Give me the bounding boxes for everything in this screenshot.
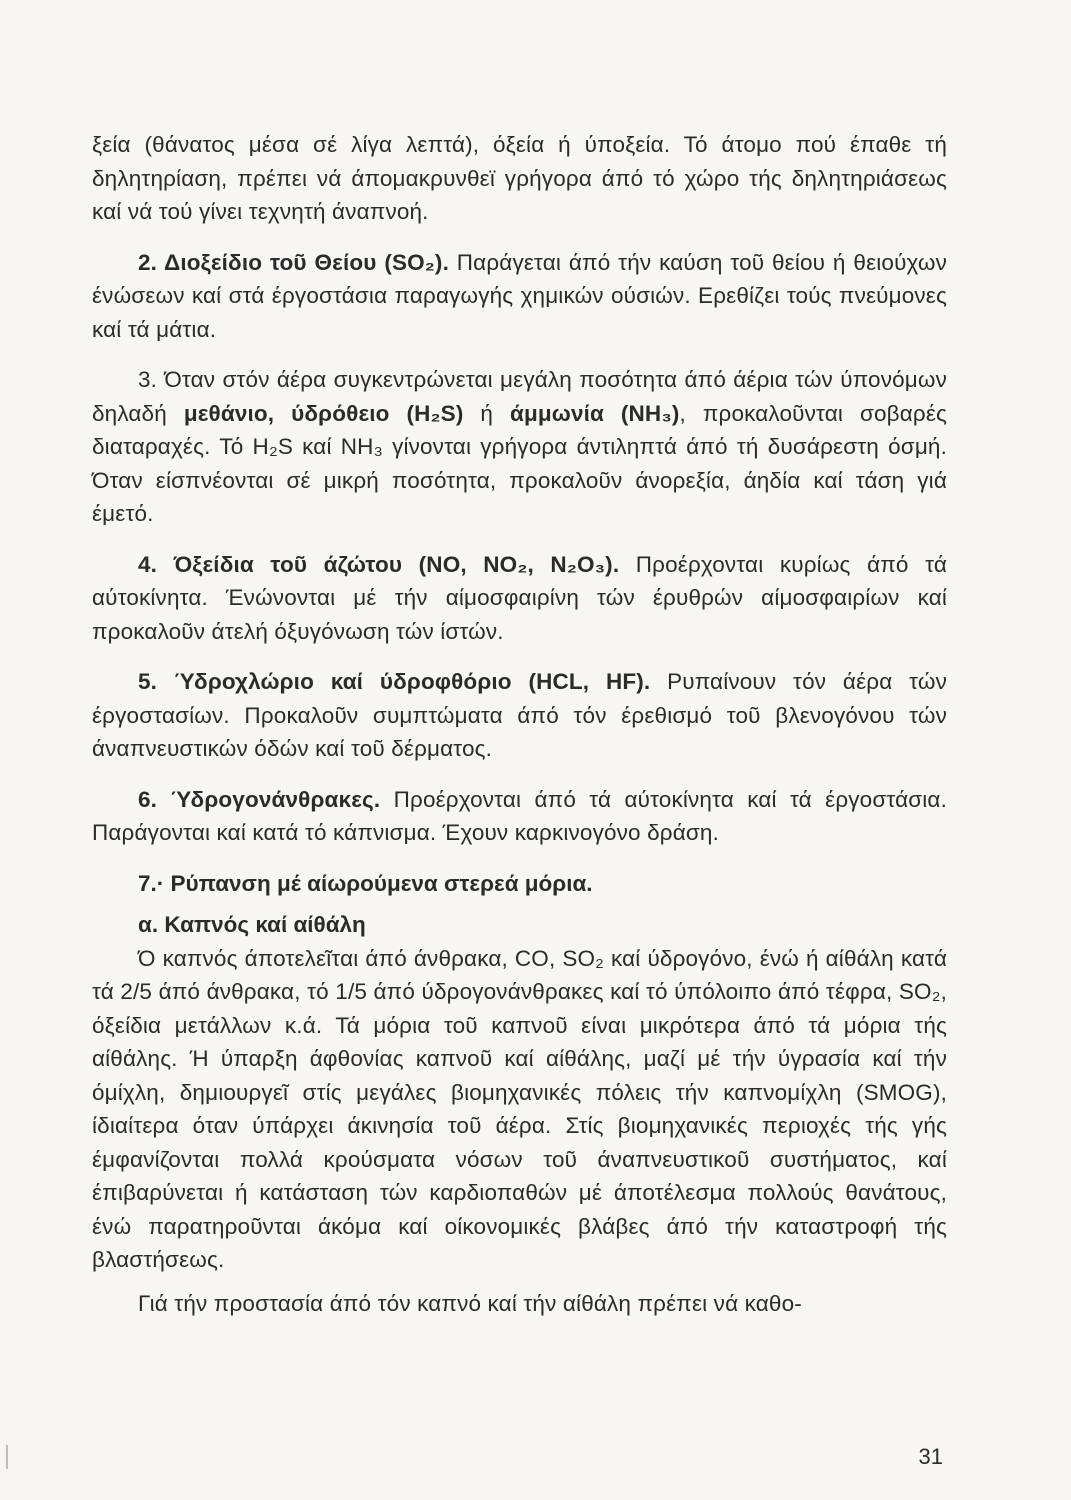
paragraph-smoke-soot: Ό καπνός άποτελεῖται άπό άνθρακα, CO, SO₂ καί ύδρογόνο, ένώ ή αίθάλη κατά τά 2/5 άπό άνθρακα, τό 1/5 άπό ύδρογονάνθρακες καί τό ύπόλοιπο άπό τέφρα, SO₂, όξείδια μετάλλων κ.ά. Τά μόρια τοῦ καπνοῦ είναι μικρότερα άπό τά μόρια τής αίθάλης. Ή ύπαρξη άφθονίας καπνοῦ καί αίθάλης, μαζί μέ τήν ύγρασία καί τήν όμίχλη, δημιουργεῖ στίς μεγάλες βιομηχανικές πόλεις τήν καπνομίχλη (SMOG), ίδιαίτερα όταν ύπάρχει άκινησία τοῦ άέρα. Στίς βιομηχανικές περιοχές τής γής έμφανίζονται πολλά κρούσματα νόσων τοῦ άναπνευστικοῦ συστήματος, καί έπιβαρύνεται ή κατάσταση τών καρδιοπαθών μέ άποτέλεσμα πολλούς θανάτους, ένώ παρατηροῦνται άκόμα καί οίκονομικές βλάβες άπό τήν καταστροφή τής βλαστήσεως.	[92, 945, 947, 1272]
bold-term: μεθάνιο, ύδρόθειο (H₂S)	[183, 400, 464, 426]
section-title: 5. Ύδροχλώριο καί ύδροφθόριο (HCL, HF).	[138, 669, 651, 694]
section-text: Ρυπαίνουν τόν άέρα τών έργοστασίων. Προκαλοῦν συμπτώματα άπό τόν έρεθισμό τοῦ βλενογόνου τών άναπνευστικών όδών καί τοῦ δέρματος.	[92, 669, 947, 761]
scan-edge-mark	[6, 1445, 8, 1469]
text-block	[92, 128, 947, 1337]
section-nitrogen-oxides	[92, 548, 947, 649]
paragraph-last: Γιά τήν προστασία άπό τόν καπνό καί τήν αίθάλη πρέπει νά καθο-	[138, 1290, 802, 1316]
section-text: 3. Όταν στόν άέρα συγκεντρώνεται μεγάλη ποσότητα άπό άέρια τών ύπονόμων δηλαδή	[92, 367, 947, 426]
section-text: Παράγεται άπό τήν καύση τοῦ θείου ή θειούχων ένώσεων καί στά έργοστάσια παραγωγής χημικών ούσιών. Ερεθίζει τούς πνεύμονες καί τά μάτια.	[92, 249, 947, 342]
section-title: 2. Διοξείδιο τοῦ Θείου (SO₂).	[138, 249, 449, 275]
section-sewer-gases	[92, 363, 947, 531]
page-number: 31	[918, 1444, 943, 1469]
section-hydrocarbons	[92, 783, 947, 850]
bold-term: άμμωνία (NH₃)	[509, 400, 680, 426]
paragraph-intro: ξεία (θάνατος μέσα σέ λίγα λεπτά), όξεία ή ύποξεία. Τό άτομο πού έπαθε τή δηλητηρίαση, πρέπει νά άπομακρυνθεϊ γρήγορα άπό τό χώρο τής δηλητηριάσεως καί νά τού γίνει τεχνητή άναπνοή.	[92, 132, 947, 224]
section-title: 6. Ύδρογονάνθρακες.	[138, 786, 381, 812]
section-hydrogen-halides	[92, 665, 947, 766]
section-text: Προέρχονται άπό τά αύτοκίνητα καί τά έργοστάσια. Παράγονται καί κατά τό κάπνισμα. Έχουν καρκινογόνο δράση.	[92, 786, 947, 845]
section-text: , προκαλοῦνται σοβαρές διαταραχές. Τό H₂S καί NH₃ γίνονται γρήγορα άντιληπτά άπό τή δυσάρεστη όσμή. Όταν είσπνέονται σέ μικρή ποσότητα, προκαλοῦν άνορεξία, άηδία καί τάση γιά έμετό.	[92, 400, 948, 526]
section-text: ή	[463, 400, 510, 426]
section-sulfur-dioxide	[92, 246, 947, 347]
section-text: Προέρχονται κυρίως άπό τά αύτοκίνητα. Ένώνονται μέ τήν αίμοσφαιρίνη τών έρυθρών αίμοσφαιρίων καί προκαλοῦν άτελή όξυγόνωση τών ίστών.	[92, 551, 947, 644]
subheading-smoke-soot: α. Καπνός καί αίθάλη	[138, 912, 366, 937]
heading-particulates: 7.· Ρύπανση μέ αίωρούμενα στερεά μόρια.	[138, 870, 593, 896]
section-title: 4. Όξείδια τοῦ άζώτου (NO, NO₂, N₂O₃).	[138, 551, 620, 577]
